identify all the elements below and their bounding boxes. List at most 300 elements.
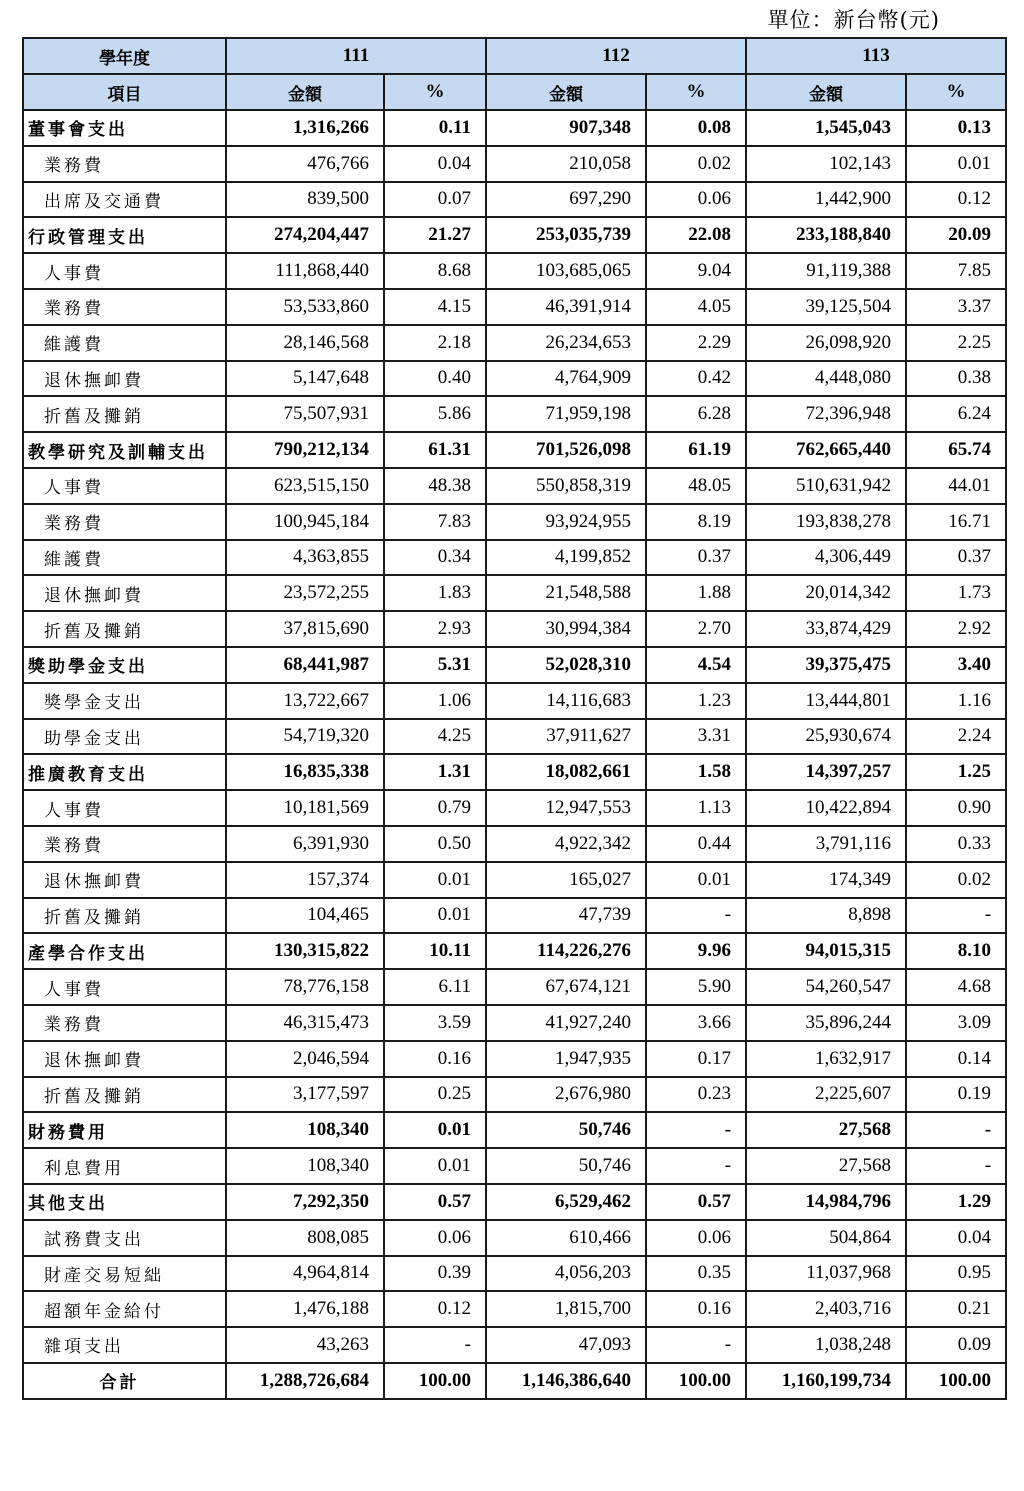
cell-pct-112: 2.70 (646, 611, 746, 647)
cell-pct-113: 6.24 (906, 396, 1006, 432)
row-label: 業務費 (23, 289, 226, 325)
row-label: 人事費 (23, 969, 226, 1005)
cell-amount-112: 52,028,310 (486, 647, 646, 683)
cell-amount-111: 3,177,597 (226, 1077, 384, 1113)
table-row (23, 719, 1006, 755)
cell-pct-111: 0.07 (384, 182, 486, 218)
row-label: 獎學金支出 (23, 683, 226, 719)
row-label: 助學金支出 (23, 719, 226, 755)
cell-amount-111: 6,391,930 (226, 826, 384, 862)
table-row (23, 1148, 1006, 1184)
cell-amount-111: 54,719,320 (226, 719, 384, 755)
cell-amount-111: 839,500 (226, 182, 384, 218)
header-row-columns (23, 74, 1006, 110)
cell-amount-112: 46,391,914 (486, 289, 646, 325)
cell-pct-112: - (646, 1148, 746, 1184)
table-row (23, 826, 1006, 862)
cell-amount-112: 103,685,065 (486, 253, 646, 289)
cell-amount-111: 1,316,266 (226, 110, 384, 146)
cell-amount-112: 71,959,198 (486, 396, 646, 432)
cell-pct-112: 48.05 (646, 468, 746, 504)
category-row (23, 432, 1006, 468)
cell-pct-112: 3.31 (646, 719, 746, 755)
row-label: 人事費 (23, 790, 226, 826)
cell-amount-112: 21,548,588 (486, 575, 646, 611)
table-row (23, 1220, 1006, 1256)
cell-pct-112: 3.66 (646, 1005, 746, 1041)
cell-pct-113: 1.25 (906, 754, 1006, 790)
cell-pct-113: - (906, 1148, 1006, 1184)
category-row (23, 754, 1006, 790)
cell-pct-112: 0.02 (646, 146, 746, 182)
cell-amount-113: 102,143 (746, 146, 906, 182)
cell-amount-111: 100,945,184 (226, 504, 384, 540)
cell-amount-113: 35,896,244 (746, 1005, 906, 1041)
cell-pct-112: 1.23 (646, 683, 746, 719)
cell-pct-113: - (906, 898, 1006, 934)
cell-amount-111: 108,340 (226, 1112, 384, 1148)
header-amount-113: 金額 (746, 74, 906, 110)
cell-pct-111: 100.00 (384, 1363, 486, 1399)
cell-pct-111: 0.57 (384, 1184, 486, 1220)
cell-amount-112: 26,234,653 (486, 325, 646, 361)
category-row (23, 217, 1006, 253)
cell-amount-111: 37,815,690 (226, 611, 384, 647)
cell-pct-111: 48.38 (384, 468, 486, 504)
cell-pct-111: 0.39 (384, 1256, 486, 1292)
header-year-label: 學年度 (23, 38, 226, 74)
cell-amount-111: 623,515,150 (226, 468, 384, 504)
cell-amount-111: 5,147,648 (226, 361, 384, 397)
cell-pct-112: - (646, 898, 746, 934)
cell-pct-112: 0.35 (646, 1256, 746, 1292)
row-label: 折舊及攤銷 (23, 611, 226, 647)
cell-amount-112: 1,947,935 (486, 1041, 646, 1077)
table-row (23, 611, 1006, 647)
table-row (23, 289, 1006, 325)
cell-pct-112: 6.28 (646, 396, 746, 432)
cell-pct-111: 4.15 (384, 289, 486, 325)
cell-pct-111: 0.25 (384, 1077, 486, 1113)
cell-pct-113: 2.92 (906, 611, 1006, 647)
cell-amount-111: 28,146,568 (226, 325, 384, 361)
cell-amount-111: 808,085 (226, 1220, 384, 1256)
cell-amount-111: 4,964,814 (226, 1256, 384, 1292)
cell-amount-113: 504,864 (746, 1220, 906, 1256)
table-row (23, 325, 1006, 361)
header-pct-111: % (384, 74, 486, 110)
cell-amount-113: 233,188,840 (746, 217, 906, 253)
cell-pct-112: 0.01 (646, 862, 746, 898)
cell-pct-113: 0.33 (906, 826, 1006, 862)
cell-amount-112: 93,924,955 (486, 504, 646, 540)
cell-amount-112: 18,082,661 (486, 754, 646, 790)
cell-pct-111: 0.34 (384, 540, 486, 576)
row-label: 雜項支出 (23, 1327, 226, 1363)
cell-amount-112: 67,674,121 (486, 969, 646, 1005)
row-label: 教學研究及訓輔支出 (23, 432, 226, 468)
cell-pct-113: 0.02 (906, 862, 1006, 898)
row-label: 退休撫卹費 (23, 862, 226, 898)
cell-amount-112: 30,994,384 (486, 611, 646, 647)
cell-pct-112: 8.19 (646, 504, 746, 540)
cell-pct-111: 0.01 (384, 898, 486, 934)
cell-amount-113: 39,375,475 (746, 647, 906, 683)
cell-amount-112: 14,116,683 (486, 683, 646, 719)
row-label: 人事費 (23, 468, 226, 504)
row-label: 維護費 (23, 540, 226, 576)
cell-pct-111: 0.11 (384, 110, 486, 146)
cell-amount-112: 114,226,276 (486, 933, 646, 969)
cell-pct-113: 0.01 (906, 146, 1006, 182)
table-row (23, 862, 1006, 898)
header-year-113: 113 (746, 38, 1006, 74)
cell-pct-113: 0.19 (906, 1077, 1006, 1113)
cell-amount-111: 68,441,987 (226, 647, 384, 683)
cell-pct-112: 22.08 (646, 217, 746, 253)
cell-pct-113: 16.71 (906, 504, 1006, 540)
cell-pct-113: 0.04 (906, 1220, 1006, 1256)
cell-pct-113: 3.09 (906, 1005, 1006, 1041)
row-label: 退休撫卹費 (23, 361, 226, 397)
row-label: 獎助學金支出 (23, 647, 226, 683)
cell-amount-111: 790,212,134 (226, 432, 384, 468)
cell-pct-111: - (384, 1327, 486, 1363)
table-row (23, 396, 1006, 432)
cell-amount-111: 46,315,473 (226, 1005, 384, 1041)
row-label: 業務費 (23, 504, 226, 540)
cell-amount-113: 1,442,900 (746, 182, 906, 218)
cell-amount-113: 193,838,278 (746, 504, 906, 540)
row-label: 折舊及攤銷 (23, 396, 226, 432)
cell-amount-112: 165,027 (486, 862, 646, 898)
header-year-111: 111 (226, 38, 486, 74)
cell-pct-113: 1.16 (906, 683, 1006, 719)
row-label: 財務費用 (23, 1112, 226, 1148)
cell-pct-113: 1.73 (906, 575, 1006, 611)
cell-pct-111: 2.93 (384, 611, 486, 647)
table-row (23, 683, 1006, 719)
table-row (23, 898, 1006, 934)
row-label: 財產交易短絀 (23, 1256, 226, 1292)
cell-amount-111: 43,263 (226, 1327, 384, 1363)
header-amount-111: 金額 (226, 74, 384, 110)
cell-amount-113: 20,014,342 (746, 575, 906, 611)
cell-amount-112: 701,526,098 (486, 432, 646, 468)
cell-pct-112: 1.88 (646, 575, 746, 611)
cell-pct-111: 10.11 (384, 933, 486, 969)
cell-amount-113: 11,037,968 (746, 1256, 906, 1292)
cell-pct-113: 65.74 (906, 432, 1006, 468)
cell-amount-112: 12,947,553 (486, 790, 646, 826)
cell-amount-113: 3,791,116 (746, 826, 906, 862)
cell-amount-112: 210,058 (486, 146, 646, 182)
cell-amount-113: 8,898 (746, 898, 906, 934)
header-pct-113: % (906, 74, 1006, 110)
category-row (23, 933, 1006, 969)
cell-amount-112: 47,739 (486, 898, 646, 934)
cell-amount-111: 1,288,726,684 (226, 1363, 384, 1399)
cell-amount-111: 104,465 (226, 898, 384, 934)
cell-amount-113: 14,984,796 (746, 1184, 906, 1220)
cell-pct-113: 0.37 (906, 540, 1006, 576)
cell-amount-113: 174,349 (746, 862, 906, 898)
cell-pct-113: 0.09 (906, 1327, 1006, 1363)
table-row (23, 540, 1006, 576)
cell-amount-111: 157,374 (226, 862, 384, 898)
cell-amount-111: 1,476,188 (226, 1291, 384, 1327)
row-label: 折舊及攤銷 (23, 1077, 226, 1113)
cell-pct-112: 0.37 (646, 540, 746, 576)
cell-pct-111: 0.01 (384, 1112, 486, 1148)
cell-amount-113: 1,160,199,734 (746, 1363, 906, 1399)
row-label: 出席及交通費 (23, 182, 226, 218)
table-row (23, 1005, 1006, 1041)
cell-pct-112: 5.90 (646, 969, 746, 1005)
cell-pct-111: 3.59 (384, 1005, 486, 1041)
unit-note: 單位：新台幣(元) (767, 8, 940, 32)
cell-pct-112: 0.44 (646, 826, 746, 862)
cell-pct-113: 44.01 (906, 468, 1006, 504)
cell-amount-113: 2,403,716 (746, 1291, 906, 1327)
cell-pct-112: 9.04 (646, 253, 746, 289)
cell-pct-111: 21.27 (384, 217, 486, 253)
table-row (23, 253, 1006, 289)
cell-amount-112: 907,348 (486, 110, 646, 146)
expenditure-table (22, 37, 1007, 1400)
table-row (23, 1291, 1006, 1327)
cell-amount-113: 25,930,674 (746, 719, 906, 755)
cell-pct-113: 0.14 (906, 1041, 1006, 1077)
cell-amount-113: 27,568 (746, 1112, 906, 1148)
cell-amount-113: 4,448,080 (746, 361, 906, 397)
cell-pct-111: 0.50 (384, 826, 486, 862)
cell-amount-113: 94,015,315 (746, 933, 906, 969)
cell-amount-112: 253,035,739 (486, 217, 646, 253)
table-body (23, 110, 1006, 1399)
cell-pct-113: 0.38 (906, 361, 1006, 397)
cell-amount-111: 130,315,822 (226, 933, 384, 969)
table-row (23, 969, 1006, 1005)
cell-pct-113: 0.21 (906, 1291, 1006, 1327)
cell-pct-113: 20.09 (906, 217, 1006, 253)
cell-pct-112: 0.06 (646, 182, 746, 218)
cell-amount-112: 47,093 (486, 1327, 646, 1363)
table-row (23, 468, 1006, 504)
header-item-label: 項目 (23, 74, 226, 110)
cell-pct-111: 0.12 (384, 1291, 486, 1327)
row-label: 退休撫卹費 (23, 575, 226, 611)
cell-pct-112: 0.16 (646, 1291, 746, 1327)
row-label: 合計 (23, 1363, 226, 1399)
cell-pct-112: - (646, 1112, 746, 1148)
cell-amount-113: 27,568 (746, 1148, 906, 1184)
cell-pct-111: 0.79 (384, 790, 486, 826)
table-row (23, 361, 1006, 397)
cell-pct-113: 2.24 (906, 719, 1006, 755)
header-amount-112: 金額 (486, 74, 646, 110)
cell-amount-111: 7,292,350 (226, 1184, 384, 1220)
cell-pct-111: 1.06 (384, 683, 486, 719)
cell-pct-113: 7.85 (906, 253, 1006, 289)
cell-amount-112: 4,056,203 (486, 1256, 646, 1292)
cell-amount-111: 10,181,569 (226, 790, 384, 826)
cell-amount-112: 2,676,980 (486, 1077, 646, 1113)
category-row (23, 110, 1006, 146)
cell-pct-111: 4.25 (384, 719, 486, 755)
cell-pct-112: 1.13 (646, 790, 746, 826)
table-row (23, 1327, 1006, 1363)
table-row (23, 182, 1006, 218)
cell-pct-111: 7.83 (384, 504, 486, 540)
cell-amount-111: 53,533,860 (226, 289, 384, 325)
cell-pct-112: 0.06 (646, 1220, 746, 1256)
cell-amount-112: 50,746 (486, 1112, 646, 1148)
cell-amount-111: 111,868,440 (226, 253, 384, 289)
row-label: 推廣教育支出 (23, 754, 226, 790)
row-label: 利息費用 (23, 1148, 226, 1184)
cell-amount-113: 1,632,917 (746, 1041, 906, 1077)
cell-amount-113: 1,545,043 (746, 110, 906, 146)
cell-pct-112: 61.19 (646, 432, 746, 468)
category-row (23, 1112, 1006, 1148)
cell-pct-111: 1.83 (384, 575, 486, 611)
cell-amount-112: 4,199,852 (486, 540, 646, 576)
cell-pct-112: 0.23 (646, 1077, 746, 1113)
header-pct-112: % (646, 74, 746, 110)
table-row (23, 1256, 1006, 1292)
cell-pct-111: 0.06 (384, 1220, 486, 1256)
cell-pct-111: 6.11 (384, 969, 486, 1005)
cell-pct-113: 1.29 (906, 1184, 1006, 1220)
cell-amount-113: 2,225,607 (746, 1077, 906, 1113)
table-row (23, 1077, 1006, 1113)
cell-pct-111: 0.04 (384, 146, 486, 182)
row-label: 業務費 (23, 826, 226, 862)
cell-amount-112: 697,290 (486, 182, 646, 218)
cell-pct-111: 61.31 (384, 432, 486, 468)
cell-amount-112: 4,764,909 (486, 361, 646, 397)
cell-pct-112: - (646, 1327, 746, 1363)
table-row (23, 790, 1006, 826)
row-label: 人事費 (23, 253, 226, 289)
cell-pct-111: 8.68 (384, 253, 486, 289)
table-row (23, 1041, 1006, 1077)
cell-amount-111: 16,835,338 (226, 754, 384, 790)
cell-amount-112: 1,146,386,640 (486, 1363, 646, 1399)
cell-pct-112: 4.05 (646, 289, 746, 325)
row-label: 試務費支出 (23, 1220, 226, 1256)
cell-amount-112: 41,927,240 (486, 1005, 646, 1041)
category-row (23, 647, 1006, 683)
cell-amount-113: 72,396,948 (746, 396, 906, 432)
cell-amount-111: 108,340 (226, 1148, 384, 1184)
cell-amount-112: 37,911,627 (486, 719, 646, 755)
row-label: 折舊及攤銷 (23, 898, 226, 934)
cell-pct-113: 2.25 (906, 325, 1006, 361)
cell-amount-113: 510,631,942 (746, 468, 906, 504)
row-label: 行政管理支出 (23, 217, 226, 253)
row-label: 業務費 (23, 1005, 226, 1041)
cell-pct-111: 0.01 (384, 1148, 486, 1184)
cell-amount-113: 26,098,920 (746, 325, 906, 361)
category-row (23, 1184, 1006, 1220)
cell-pct-112: 1.58 (646, 754, 746, 790)
cell-amount-113: 1,038,248 (746, 1327, 906, 1363)
cell-pct-111: 1.31 (384, 754, 486, 790)
row-label: 董事會支出 (23, 110, 226, 146)
cell-pct-113: 3.40 (906, 647, 1006, 683)
cell-amount-113: 91,119,388 (746, 253, 906, 289)
header-year-112: 112 (486, 38, 746, 74)
cell-amount-113: 33,874,429 (746, 611, 906, 647)
table-row (23, 146, 1006, 182)
cell-amount-112: 610,466 (486, 1220, 646, 1256)
cell-pct-113: 100.00 (906, 1363, 1006, 1399)
cell-amount-111: 2,046,594 (226, 1041, 384, 1077)
cell-pct-112: 0.17 (646, 1041, 746, 1077)
cell-pct-113: 3.37 (906, 289, 1006, 325)
cell-pct-113: - (906, 1112, 1006, 1148)
cell-amount-111: 13,722,667 (226, 683, 384, 719)
cell-pct-113: 4.68 (906, 969, 1006, 1005)
cell-amount-111: 78,776,158 (226, 969, 384, 1005)
cell-pct-112: 0.42 (646, 361, 746, 397)
cell-pct-111: 2.18 (384, 325, 486, 361)
cell-amount-112: 6,529,462 (486, 1184, 646, 1220)
cell-amount-111: 75,507,931 (226, 396, 384, 432)
row-label: 產學合作支出 (23, 933, 226, 969)
cell-amount-112: 50,746 (486, 1148, 646, 1184)
cell-pct-111: 0.16 (384, 1041, 486, 1077)
row-label: 超額年金給付 (23, 1291, 226, 1327)
total-row (23, 1363, 1006, 1399)
cell-pct-113: 0.95 (906, 1256, 1006, 1292)
cell-pct-112: 9.96 (646, 933, 746, 969)
cell-pct-113: 8.10 (906, 933, 1006, 969)
cell-amount-113: 54,260,547 (746, 969, 906, 1005)
cell-pct-112: 4.54 (646, 647, 746, 683)
cell-pct-111: 5.31 (384, 647, 486, 683)
cell-amount-112: 4,922,342 (486, 826, 646, 862)
table-row (23, 575, 1006, 611)
row-label: 退休撫卹費 (23, 1041, 226, 1077)
row-label: 業務費 (23, 146, 226, 182)
cell-pct-113: 0.90 (906, 790, 1006, 826)
cell-pct-111: 5.86 (384, 396, 486, 432)
cell-amount-113: 4,306,449 (746, 540, 906, 576)
cell-pct-113: 0.12 (906, 182, 1006, 218)
cell-pct-111: 0.01 (384, 862, 486, 898)
cell-amount-111: 4,363,855 (226, 540, 384, 576)
cell-amount-113: 762,665,440 (746, 432, 906, 468)
cell-amount-113: 13,444,801 (746, 683, 906, 719)
table-row (23, 504, 1006, 540)
cell-amount-112: 550,858,319 (486, 468, 646, 504)
cell-amount-111: 476,766 (226, 146, 384, 182)
row-label: 維護費 (23, 325, 226, 361)
header-row-years (23, 38, 1006, 74)
row-label: 其他支出 (23, 1184, 226, 1220)
cell-amount-113: 10,422,894 (746, 790, 906, 826)
cell-pct-112: 100.00 (646, 1363, 746, 1399)
cell-pct-112: 0.57 (646, 1184, 746, 1220)
cell-pct-113: 0.13 (906, 110, 1006, 146)
cell-amount-113: 39,125,504 (746, 289, 906, 325)
cell-pct-111: 0.40 (384, 361, 486, 397)
cell-amount-113: 14,397,257 (746, 754, 906, 790)
cell-pct-112: 2.29 (646, 325, 746, 361)
